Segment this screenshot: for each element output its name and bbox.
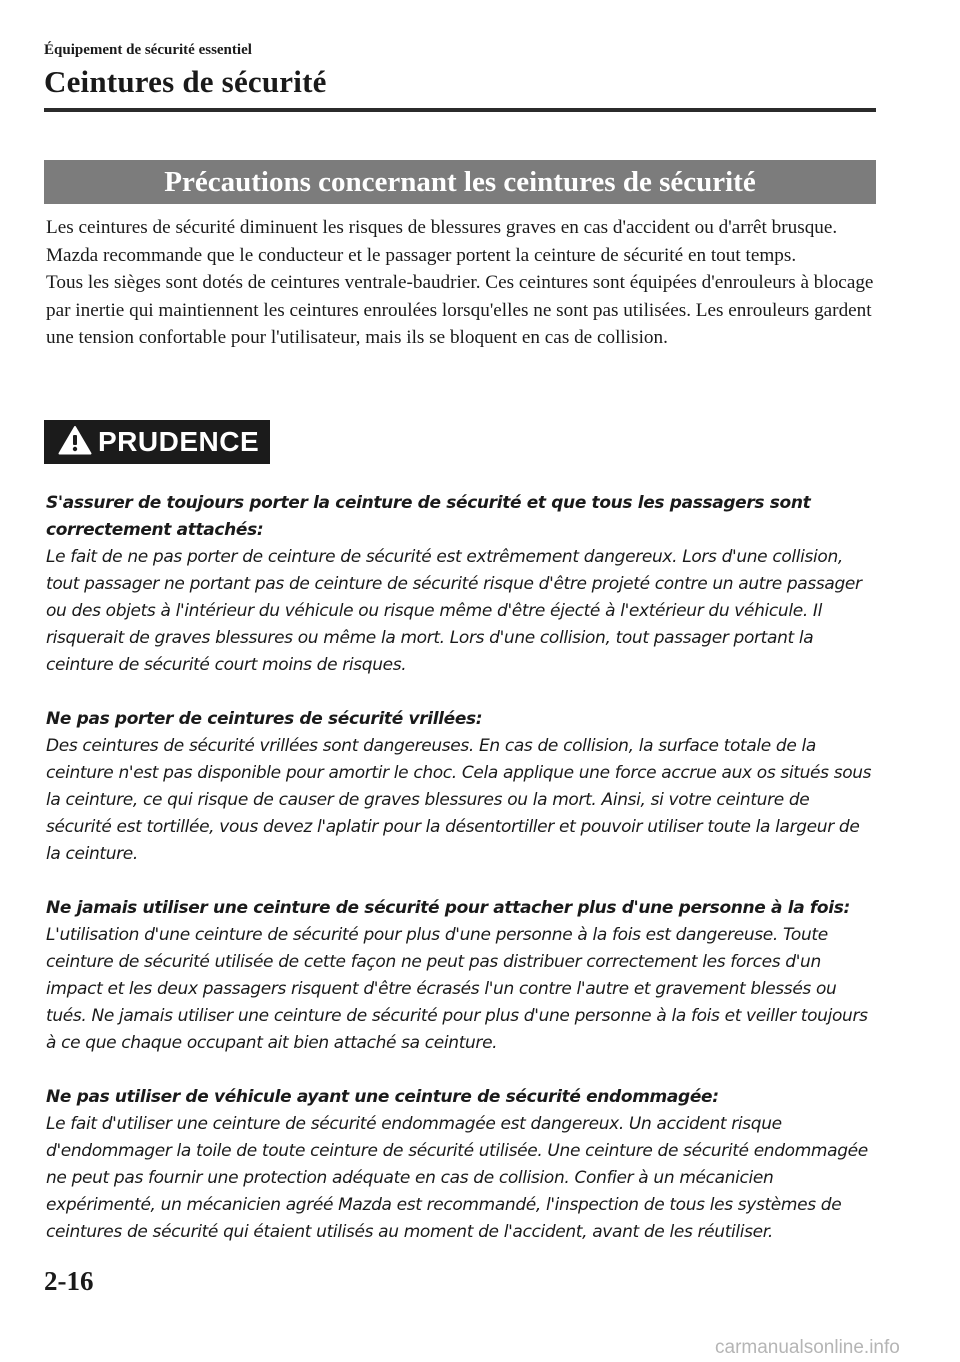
- caution-item: [46, 706, 878, 868]
- banner-title: Précautions concernant les ceintures de sécurité: [164, 166, 756, 198]
- intro-text: [46, 214, 876, 352]
- caution-item: [46, 895, 878, 1057]
- section-label: Équipement de sécurité essentiel: [44, 42, 252, 58]
- caution-badge: [44, 420, 270, 464]
- caution-heading: Ne jamais utiliser une ceinture de sécurité pour attacher plus d'une personne à la fois:: [46, 898, 850, 918]
- chapter-title: Ceintures de sécurité: [44, 64, 327, 99]
- caution-list: [46, 490, 878, 1273]
- intro-paragraph: Les ceintures de sécurité diminuent les risques de blessures graves en cas d'accident ou d'arrêt brusque. Mazda recommande que le conducteur et le passager portent la ceinture de sécurité en tout temps.: [46, 217, 838, 266]
- warning-triangle-icon: [58, 425, 92, 460]
- caution-label: PRUDENCE: [98, 426, 260, 457]
- watermark: carmanualsonline.info: [715, 1337, 900, 1358]
- intro-paragraph: Tous les sièges sont dotés de ceintures ventrale-baudrier. Ces ceintures sont équipées d'enrouleurs à blocage par inertie qui maintiennent les ceintures enroulées lorsqu'elles ne sont pas utilisées. Les enrouleurs gardent une tension confortable pour l'utilisateur, mais ils se bloquent en cas de collision.: [46, 272, 874, 348]
- caution-text: Le fait de ne pas porter de ceinture de sécurité est extrêmement dangereux. Lors d'une collision, tout passager ne portant pas de ceinture de sécurité risque d'être projeté contre un autre passager ou des objets à l'intérieur du véhicule ou risque même d'être éjecté à l'extérieur du véhicule. Il risquerait de graves blessures ou même la mort. Lors d'une collision, tout passager portant la ceinture de sécurité court moins de risques.: [46, 547, 862, 675]
- caution-text: L'utilisation d'une ceinture de sécurité pour plus d'une personne à la fois est dangereuse. Toute ceinture de sécurité utilisée de cette façon ne peut pas distribuer correctement les forces d'un impact et les deux passagers risquent d'être écrasés l'un contre l'autre et gravement blessés ou tués. Ne jamais utiliser une ceinture de sécurité pour plus d'une personne à la fois et veiller toujours à ce que chaque occupant ait bien attaché sa ceinture.: [46, 925, 868, 1053]
- caution-text: Le fait d'utiliser une ceinture de sécurité endommagée est dangereux. Un accident risque d'endommager la toile de toute ceinture de sécurité utilisée. Une ceinture de sécurité endommagée ne peut pas fournir une protection adéquate en cas de collision. Confier à un mécanicien expérimenté, un mécanicien agréé Mazda est recommandé, l'inspection de tous les systèmes de ceintures de sécurité qui étaient utilisés au moment de l'accident, avant de les réutiliser.: [46, 1114, 868, 1242]
- section-banner: [44, 160, 876, 204]
- caution-item: [46, 1084, 878, 1246]
- caution-heading: S'assurer de toujours porter la ceinture de sécurité et que tous les passagers sont correctement attachés:: [46, 493, 811, 540]
- caution-text: Des ceintures de sécurité vrillées sont dangereuses. En cas de collision, la surface totale de la ceinture n'est pas disponible pour amortir le choc. Cela applique une force accrue aux os situés sous la ceinture, ce qui risque de causer de graves blessures ou la mort. Ainsi, si votre ceinture de sécurité est tortillée, vous devez l'aplatir pour la désentortiller et pouvoir utiliser toute la largeur de la ceinture.: [46, 736, 872, 864]
- caution-heading: Ne pas porter de ceintures de sécurité vrillées:: [46, 709, 483, 729]
- caution-item: [46, 490, 878, 679]
- caution-heading: Ne pas utiliser de véhicule ayant une ceinture de sécurité endommagée:: [46, 1087, 719, 1107]
- header-rule: [44, 108, 876, 112]
- page-number: 2-16: [44, 1266, 94, 1296]
